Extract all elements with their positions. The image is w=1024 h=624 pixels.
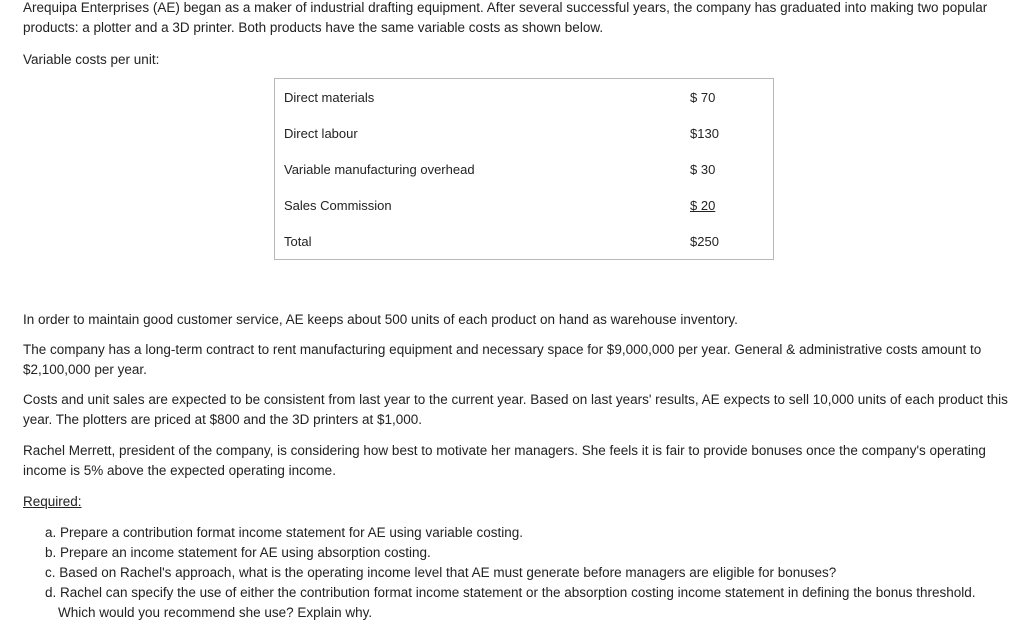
sales-paragraph: Costs and unit sales are expected to be consistent from last year to the current year. Based on last years' results, AE expects to sell 10,000 units of each product this year. The plotters are priced at $800 and the 3D printers at $1,000. <box>23 392 1008 427</box>
cost-item-label: Direct materials <box>284 90 375 105</box>
cost-item-label: Direct labour <box>284 126 358 141</box>
required-item-a: a. Prepare a contribution format income statement for AE using variable costing. <box>45 525 523 540</box>
required-item-c: c. Based on Rachel's approach, what is the operating income level that AE must generate before managers are eligible for bonuses? <box>45 565 837 580</box>
cost-item-amount: $ 30 <box>690 162 716 177</box>
cost-row-direct-labour <box>275 124 773 144</box>
rachel-paragraph: Rachel Merrett, president of the company, is considering how best to motivate her managers. She feels it is fair to provide bonuses once the company's operating income is 5% above the expected operating income. <box>23 443 986 478</box>
required-item-b: b. Prepare an income statement for AE using absorption costing. <box>45 545 431 560</box>
inventory-paragraph: In order to maintain good customer service, AE keeps about 500 units of each product on hand as warehouse inventory. <box>23 312 738 327</box>
intro-paragraph: Arequipa Enterprises (AE) began as a maker of industrial drafting equipment. After several successful years, the company has graduated into making two popular products: a plotter and a 3D printer. Both products have the same variable costs as shown below. <box>23 0 988 35</box>
cost-row-variable-overhead <box>275 160 773 180</box>
cost-row-sales-commission <box>275 196 773 216</box>
required-item-d: d. Rachel can specify the use of either the contribution format income statement or the absorption costing income statement in defining the bonus threshold. Which would you recommend she use? Explain why. <box>45 585 976 620</box>
cost-item-amount: $130 <box>690 126 719 141</box>
cost-row-direct-materials <box>275 88 773 108</box>
variable-costs-label: Variable costs per unit: <box>23 52 160 67</box>
required-heading: Required: <box>23 494 82 509</box>
cost-item-amount: $ 70 <box>690 90 716 105</box>
cost-row-total <box>275 232 773 252</box>
cost-item-label: Sales Commission <box>284 198 392 213</box>
required-list <box>45 523 1015 623</box>
cost-item-amount: $ 20 <box>690 198 716 213</box>
cost-item-label: Total <box>284 234 312 249</box>
cost-item-amount: $250 <box>690 234 719 249</box>
cost-item-label: Variable manufacturing overhead <box>284 162 475 177</box>
variable-cost-table <box>274 78 774 260</box>
contract-paragraph: The company has a long-term contract to rent manufacturing equipment and necessary space for $9,000,000 per year. General & administrative costs amount to $2,100,000 per year. <box>23 342 982 377</box>
